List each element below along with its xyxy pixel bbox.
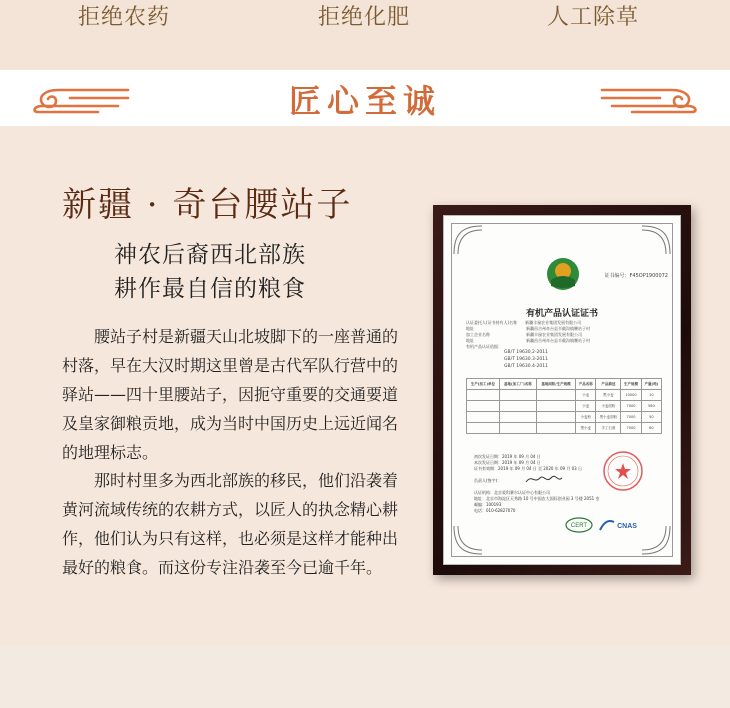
table-cell: 7000	[621, 423, 642, 434]
certificate-number: 证书编号：F45OP1900072	[604, 273, 668, 279]
table-cell: 小麦粉	[575, 412, 596, 423]
feature-no-fertilizer: 拒绝化肥	[318, 5, 411, 30]
certificate-issuer: 认证机构：北京爱科赛尔认证中心有限公司	[474, 490, 550, 495]
certificate-line: 有机产品认证依据：	[466, 344, 502, 349]
table-header-cell: 产品描述	[596, 379, 621, 390]
cert-badge-label: CERT	[570, 523, 588, 529]
banner-title: 匠心至诚	[288, 82, 441, 120]
feature-band	[0, 0, 730, 70]
bottom-band	[0, 646, 730, 708]
table-row	[467, 423, 662, 434]
certificate-line: 认证委托人(证书持有人)名称 新疆丰禄农业集团发展有限公司	[466, 320, 582, 325]
table-cell: 10	[641, 390, 661, 401]
certificate-date: 初次发证日期：2019 年 09 月 04 日	[474, 454, 541, 459]
cnas-badge-label: CNAS	[617, 523, 637, 530]
table-cell: 7000	[621, 412, 642, 423]
table-cell	[536, 412, 575, 423]
corner-ornament-icon	[632, 224, 672, 264]
certificate-standard: GB/T 19630.3-2011	[504, 357, 548, 362]
table-header-cell: 基地(加工厂)名称	[499, 379, 536, 390]
table-cell: 10000	[621, 390, 642, 401]
table-cell: 小麦	[575, 401, 596, 412]
table-header-cell: 生产规模	[621, 379, 642, 390]
feature-no-pesticide: 拒绝农药	[78, 5, 171, 30]
table-header-cell: 产品名称	[575, 379, 596, 390]
certificate-line: 加工企业名称 新疆丰禄农业集团发展有限公司	[466, 332, 582, 337]
certificate-signer: 负责人(签字)：	[474, 478, 502, 483]
table-cell: 小麦	[575, 390, 596, 401]
certificate-table-header	[467, 379, 662, 390]
certificate-date: 证书有效期：2019 年 09 月 04 日 至 2020 年 09 月 03 日	[474, 466, 582, 471]
cert-badge-icon	[564, 516, 594, 534]
corner-ornament-icon	[452, 224, 492, 264]
certificate-line: 地址 新疆昌吉州奇台县半截沟镇腰站子村	[466, 338, 590, 343]
certificate-date: 本次发证日期：2019 年 09 月 04 日	[474, 460, 541, 465]
certificate-line: 地址 新疆昌吉州奇台县半截沟镇腰站子村	[466, 326, 590, 331]
table-row	[467, 412, 662, 423]
certificate-table	[466, 378, 662, 434]
certificate-standard: GB/T 19630.4-2011	[504, 364, 548, 369]
table-cell	[536, 423, 575, 434]
table-cell: 60	[641, 423, 661, 434]
table-cell	[499, 401, 536, 412]
table-cell: 50	[641, 412, 661, 423]
table-cell: 580	[641, 401, 661, 412]
table-cell	[536, 401, 575, 412]
table-cell: 黑小麦	[596, 390, 621, 401]
table-cell	[499, 423, 536, 434]
certificate-postcode: 邮编：100193	[474, 502, 502, 507]
table-cell	[499, 390, 536, 401]
paragraph-tradition: 那时村里多为西北部族的移民，他们沿袭着黄河流域传统的农耕方式，以匠人的执念精心耕作，他们认为只有这样，也必须是这样才能种出最好的粮食。而这份专注沿袭至今已逾千年。	[62, 471, 399, 577]
certificate-standard: GB/T 19630.2-2011	[504, 350, 548, 355]
table-cell	[536, 390, 575, 401]
table-cell	[467, 390, 500, 401]
table-cell: 黑小麦面粉	[596, 412, 621, 423]
subtitle-line-1: 神农后裔西北部族	[114, 242, 306, 268]
table-row	[467, 390, 662, 401]
table-header-cell: 产量(吨)	[641, 379, 661, 390]
table-cell	[467, 423, 500, 434]
official-seal-icon	[602, 450, 644, 492]
certificate-phone: 电话：010-62827070	[474, 508, 516, 513]
table-cell: 黑小麦	[575, 423, 596, 434]
corner-ornament-icon	[452, 516, 492, 556]
table-cell: 7000	[621, 401, 642, 412]
certificate-paper	[443, 215, 681, 565]
organic-logo-icon	[545, 256, 581, 292]
certificate-frame	[433, 205, 691, 575]
subtitle-line-2: 耕作最自信的粮食	[114, 276, 306, 302]
cnas-badge-icon	[598, 516, 642, 534]
table-header-cell: 生产(加工)单位	[467, 379, 500, 390]
feature-hand-weeding: 人工除草	[547, 5, 640, 30]
table-cell	[467, 401, 500, 412]
table-row	[467, 401, 662, 412]
paragraph-history: 腰站子村是新疆天山北坡脚下的一座普通的村落，早在大汉时期这里曾是古代军队行营中的驿站——四十里腰站子，因扼守重要的交通要道及皇家御粮贡地，成为当时中国历史上远近闻名的地理标志。	[62, 327, 399, 462]
signature-icon	[524, 472, 564, 486]
table-cell	[467, 412, 500, 423]
table-cell: 手工石面	[596, 423, 621, 434]
certificate-address: 地址：北京市海淀区天秀路 10 号中国农大国际创业园 3 号楼 2051 室	[474, 496, 600, 501]
page-heading: 新疆 · 奇台腰站子	[62, 185, 353, 225]
table-cell	[499, 412, 536, 423]
table-cell: 小麦面粉	[596, 401, 621, 412]
table-header-cell: 基地面积/生产规模	[536, 379, 575, 390]
certificate-title: 有机产品认证证书	[525, 309, 598, 319]
